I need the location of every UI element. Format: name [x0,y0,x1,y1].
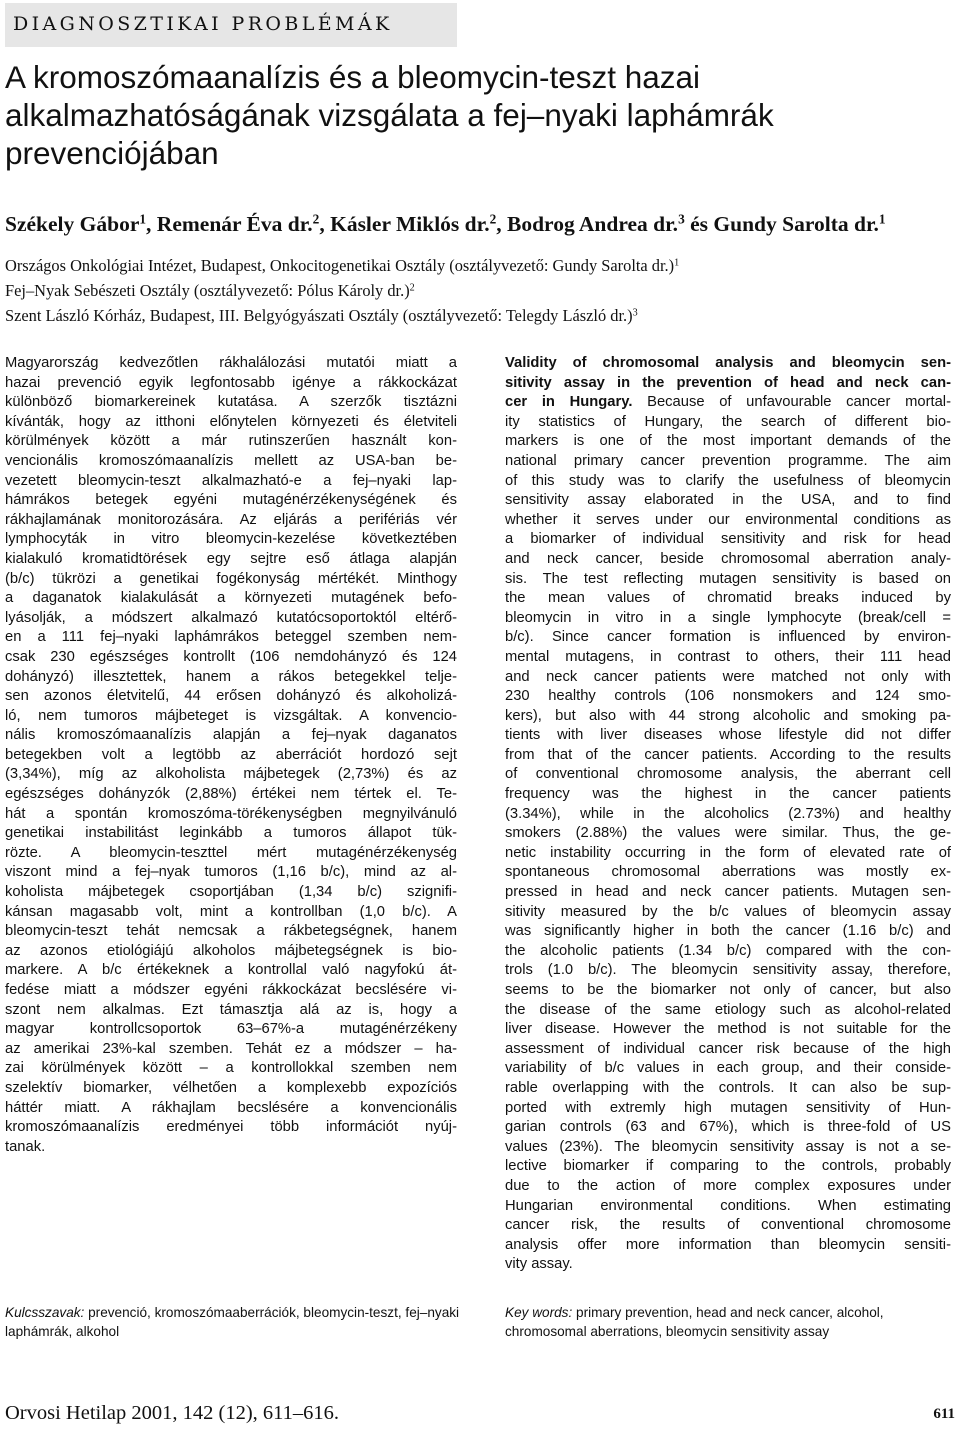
abstract-line: lyásolják, a módszert alkalmazó kutatócsoportoktól eltérő- [5,609,457,626]
abstract-line: a daganatok kialakulását a környezeti mutagének befo- [5,590,457,607]
journal-citation: Orvosi Hetilap 2001, 142 (12), 611–616. [5,1402,340,1424]
abstract-line: the alcoholic patients (1.34 b/c) compared with the con- [505,942,951,959]
abstract-line: bleomycin in vitro in a single lymphocyte (break/cell = [505,609,951,626]
abstract-line: a biomarker of individual sensitivity and risk for head [505,531,951,548]
abstract-line: ity statistics of Hungary, the search of different bio- [505,413,951,430]
affiliation-marker: 1 [674,257,680,269]
abstract-line: hazai prevenció egyik legfontosabb igénye a rákkockázat [5,374,457,391]
abstract-line: frequency was the highest in the cancer patients [505,786,951,803]
abstract-line: az azonos etiológiájú alkoholos májbetegségnek is bio- [5,942,457,959]
abstract-line: of this study was to clarify the usefulness of bleomycin [505,472,951,489]
abstract-english [505,354,951,1275]
affiliation-line [5,255,955,277]
abstract-line: Validity of chromosomal analysis and bleomycin sen- [505,355,951,371]
abstract-line: lective biomarker if comparing to the controls, probably [505,1158,951,1175]
abstract-line: vity assay. [505,1256,573,1273]
affiliation-marker: 2 [489,211,497,227]
abstract-line: and neck cancer patients were matched not only with [505,668,951,685]
abstract-line: kromoszómaanalízis eredményei több információt nyúj- [5,1119,457,1136]
abstract-line: smokers (2.88%) the values were similar. Thus, the ge- [505,825,951,842]
abstract-line: garian controls (63 and 67%), which is three-fold of US [505,1119,951,1136]
abstract-text: Because of unfavourable cancer mortal- [632,394,951,411]
abstract-line: whether it serves under our environmental conditions as [505,511,951,528]
abstract-line: tanak. [5,1138,46,1155]
abstract-line: and neck cancer, beside chromosomal aberration analy- [505,550,951,567]
section-label: DIAGNOSZTIKAI PROBLÉMÁK [13,13,393,35]
section-banner [5,3,457,47]
abstract-line: lymphocyták in vitro bleomycin-kezelése következtében [5,531,457,548]
abstract-line: kers), but also with 44 strong alcoholic and smoking pa- [505,707,951,724]
abstract-line: háttér miatt. A rákhajlam becslésére a konvencionális [5,1099,457,1116]
abstract-line: markers is one of the most important demands of the [505,433,951,450]
abstract-line: (3,34%), míg az alkoholista májbetegek (2,73%) és az [5,766,457,783]
author-name: Székely Gábor [5,212,140,236]
abstract-line: (b/c) tükrözi a genetikai fogékonyság mértékét. Minthogy [5,570,457,587]
abstract-line: szont nem alkalmas. Ezt támasztja alá az is, hogy a [5,1001,457,1018]
author-list [5,210,955,238]
abstract-line: rözte. A bleomycin-teszttel mért mutagénérzékenység [5,844,457,861]
abstract-line: rable overlapping with the controls. It can also be sup- [505,1079,951,1096]
keywords-text: primary prevention, head and neck cancer, alcohol, chromosomal aberrations, bleomycin sensitivity assay [505,1305,884,1339]
abstract-line: tients with liver diseases whose lifestyle did not differ [505,727,951,744]
abstract-line: rákhajlamának monitorozására. Az eljárás a perifériás vér [5,511,457,528]
abstract-line: mental mutagens, in contrast to others, their 111 head [505,648,951,665]
abstract-line: bleomycin-teszt tehát nemcsak a rákbetegségnek, hanem [5,923,457,940]
abstract-line: csak 230 egészséges kontrollt (106 nemdohányzó és 124 [5,648,457,665]
affiliation-line [5,305,955,327]
title-line: prevenciójában [5,135,219,171]
abstract-line: egészséges dohányzók (2,88%) értékei nem tértek el. Te- [5,786,457,803]
abstract-line: sitivity measured by the b/c values of bleomycin assay [505,903,951,920]
author-name: , Remenár Éva dr. [146,212,313,236]
affiliation-marker: 1 [878,211,886,227]
abstract-line: vezetett bleomycin-teszt alkalmazható-e a fej–nyaki lap- [5,472,457,489]
affiliation-marker: 3 [632,307,638,319]
abstract-line: fedése miatt a módszer egyéni rákkockázat becslésére vi- [5,982,457,998]
abstract-line: kánsan magasabb volt, mint a kontrollban (1,0 b/c). A [5,903,457,920]
abstract-line: körülmények között a már rutinszerűen használt kon- [5,433,457,450]
author-name: , Kásler Miklós dr. [319,212,490,236]
title-line: alkalmazhatóságának vizsgálata a fej–nyaki laphámrák [5,97,774,133]
abstract-line: 230 healthy controls (106 nonsmokers and 124 smo- [505,688,951,705]
abstract-line: ported with extremly high mutagen sensitivity of Hun- [505,1099,951,1116]
abstract-line: due to the action of more complex exposures under [505,1177,951,1194]
abstract-line: (3.34%), while in the alcoholics (2.73%) and healthy [505,805,951,822]
abstract-line: the disease of the same etiology such as alcohol-related [505,1001,951,1018]
abstract-line: kívánták, hogy az itthoni előnytelen környezeti és életviteli [5,413,457,430]
abstract-line: cancer risk, the results of conventional chromosome [505,1217,951,1234]
abstract-line: en a 111 fej–nyaki laphámrákos beteggel szemben nem- [5,629,457,646]
affiliation-text: Országos Onkológiai Intézet, Budapest, Onkocitogenetikai Osztály (osztályvezető: Gundy Sarolta dr.) [5,256,675,275]
abstract-line: sis. The test reflecting mutagen sensitivity is based on [505,570,951,587]
affiliation-marker: 3 [678,211,685,227]
abstract-line: assessment of individual cancer risk because of the high [505,1040,951,1057]
affiliation-text: Fej–Nyak Sebészeti Osztály (osztályvezető: Pólus Károly dr.) [5,281,410,300]
abstract-line: genetikai instabilitást leginkább a tumoros állapot tük- [5,825,457,842]
abstract-line: az amerikai 23%-kal szemben. Tehát ez a módszer – ha- [5,1040,457,1057]
abstract-line: koholista májbetegek csoportjában (1,34 b/c) szignifi- [5,884,457,901]
abstract-line: magyar kontrollcsoportok 63–67%-a mutagénérzékeny [5,1021,457,1038]
abstract-line: netic instability occurring in the form of elevated rate of [505,844,951,861]
affiliation-marker: 2 [312,211,320,227]
abstract-line: b/c). Since cancer formation is influenced by environ- [505,629,951,646]
abstract-line: kialakuló kromatidtörések egy sejtre eső átlaga alapján [5,550,457,567]
abstract-line: Hungarian environmental conditions. When estimating [505,1197,951,1214]
abstract-line: values (23%). The bleomycin sensitivity assay is not a se- [505,1138,951,1155]
abstract-line: betegekben volt a legtöbb az aberrációt hordozó sejt [5,746,457,763]
abstract-line: was significantly higher in both the cancer (1.16 b/c) and [505,923,951,940]
abstract-line: zai körülmények között – a kontrollokkal szemben nem [5,1060,457,1077]
english-title-end: cer in Hungary. [505,394,633,411]
title-line: A kromoszómaanalízis és a bleomycin-teszt hazai [5,59,701,95]
abstract-line: sensitivity assay elaborated in the USA, and to find [505,492,951,509]
abstract-line: pressed in head and neck cancer patients. Mutagen sen- [505,884,951,901]
abstract-line: szelektív biomarker, vélhetően a komplexebb expozíciós [5,1079,457,1096]
abstract-line: liver disease. However the method is not suitable for the [505,1021,951,1038]
abstract-line: from that of the cancer patients. According to the results [505,746,951,763]
abstract-line: különböző biomarkereinek kutatása. A szerzők tisztázni [5,394,457,411]
abstract-line: spontaneous chromosomal aberrations was mostly ex- [505,864,951,881]
abstract-line: variability of b/c values in each group, and their conside- [505,1060,951,1077]
abstract-line: analysis offer more information than bleomycin sensiti- [505,1236,951,1253]
abstract-line: viszont mind a fej–nyak tumoros (1,16 b/c), mind az al- [5,864,457,881]
abstract-line [505,393,951,413]
keywords-label: Kulcsszavak: [5,1305,85,1320]
page-number: 611 [933,1406,955,1422]
affiliation-text: Szent László Kórház, Budapest, III. Belgyógyászati Osztály (osztályvezető: Telegdy László dr.) [5,306,633,325]
abstract-line: vencionális kromoszómaanalízis mellett az USA-ban be- [5,452,457,469]
abstract-line: nális kromoszómaanalízis alapján a fej–nyak daganatos [5,727,457,744]
abstract-line: sitivity assay in the prevention of head and neck can- [505,374,951,391]
author-name: , Bodrog Andrea dr. [496,212,679,236]
abstract-line: the mean values of chromatid breaks induced by [505,590,951,607]
abstract-line: national primary cancer prevention programme. The aim [505,452,951,469]
keywords-text: prevenció, kromoszómaaberrációk, bleomycin-teszt, fej–nyaki laphámrák, alkohol [5,1305,460,1339]
abstract-line: hámrákos betegek egyéni mutagénérzékenységének és [5,492,457,509]
article-title [5,58,955,172]
abstract-hungarian [5,354,457,1157]
keywords-hungarian [5,1304,460,1341]
affiliation-marker: 1 [139,211,147,227]
abstract-line: hát a spontán kromoszóma-törékenységben megnyilvánuló [5,805,457,822]
author-name: és Gundy Sarolta dr. [684,212,879,236]
abstract-line: dohányzó) illesztettek, hanem a rákos betegekkel telje- [5,668,457,685]
abstract-line: seems to be the biomarker not only of cancer, but also [505,982,951,998]
affiliation-line [5,280,955,302]
abstract-line: ló, nem tumoros májbeteget is vizsgáltak. A konvencio- [5,707,457,724]
keywords-label: Key words: [505,1305,573,1320]
abstract-line: markere. A b/c értékeknek a kontrollal való nagyfokú át- [5,962,457,979]
affiliation-marker: 2 [409,282,415,294]
abstract-line: trols (1.0 b/c). The bleomycin sensitivity assay, therefore, [505,962,951,979]
abstract-line: sen azonos életvitelű, 44 erősen dohányzó és alkoholizá- [5,688,457,705]
abstract-line: Magyarország kedvezőtlen rákhalálozási mutatói miatt a [5,355,457,371]
abstract-line: of conventional chromosome analysis, the aberrant cell [505,766,951,783]
keywords-english [505,1304,960,1341]
